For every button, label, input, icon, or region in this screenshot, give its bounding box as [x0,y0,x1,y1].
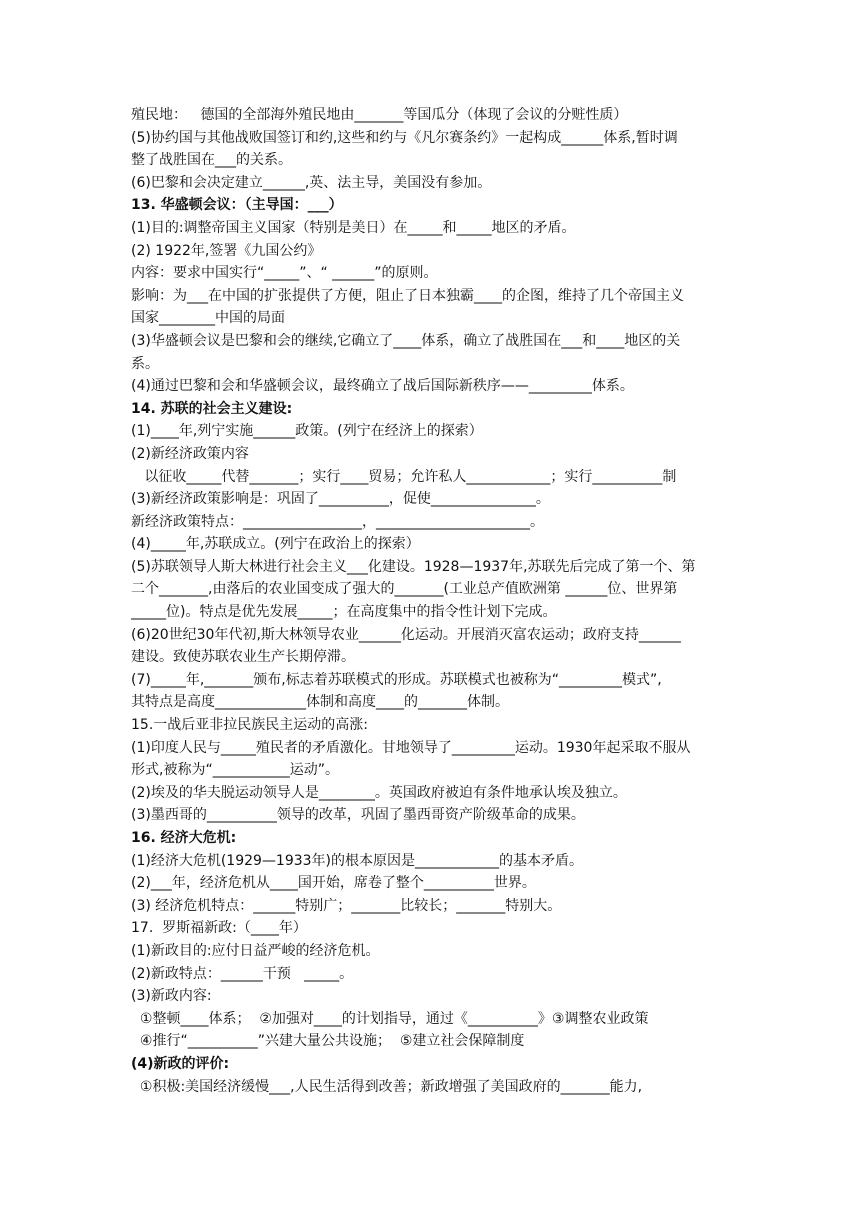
text-line: ④推行“__________”兴建大量公共设施； ⑤建立社会保障制度 [131,1033,525,1050]
text-line: 13. 华盛顿会议：（主导国：___） [131,197,343,214]
text-line: (1)经济大危机(1929—1933年)的根本原因是____________的基本矛盾。 [131,852,584,869]
text-line: (7)_____年,_______颁布,标志着苏联模式的形成。苏联模式也被称为“_________模式”, [131,671,662,688]
text-line: (2)新政特点：______干预 _____。 [131,965,354,982]
text-line: (3)华盛顿会议是巴黎和会的继续,它确立了____体系，确立了战胜国在___和____地区的关 [131,332,681,349]
text-line: (5)苏联领导人斯大林进行社会主义___化建设。1928—1937年,苏联先后完成了第一个、第 [131,558,696,575]
text-line: (1)印度人民与_____殖民者的矛盾激化。甘地领导了_________运动。1930年起采取不服从 [131,739,691,756]
text-line: 二个_______,由落后的农业国变成了强大的_______(工业总产值欧洲第 ______位、世界第 [131,581,678,598]
text-line: 16. 经济大危机: [131,830,237,846]
text-line: 新经济政策特点：_________________，______________________。 [131,513,544,530]
document-body [131,104,736,1098]
text-line: (2)埃及的华夫脱运动领导人是________。英国政府被迫有条件地承认埃及独立。 [131,784,627,801]
text-line: 整了战胜国在___的关系。 [131,152,292,169]
text-line: (6)20世纪30年代初,斯大林领导农业______化运动。开展消灭富农运动；政府支持______ [131,626,681,643]
text-line: 影响：为___在中国的扩张提供了方便，阻止了日本独霸____的企图，维持了几个帝国主义 [131,287,684,304]
text-line: ①积极:美国经济缓慢___,人民生活得到改善；新政增强了美国政府的_______能力, [131,1078,643,1095]
text-line: 15.一战后亚非拉民族民主运动的高涨: [131,717,368,734]
text-line: (3)新经济政策影响是：巩固了__________，促使_______________。 [131,491,550,508]
text-line: (2) 1922年,签署《九国公约》 [131,242,322,259]
text-line: (5)协约国与其他战败国签订和约,这些和约与《凡尔赛条约》一起构成______体系,暂时调 [131,129,678,146]
text-line: ①整顿____体系； ②加强对____的计划指导，通过《__________》③调整农业政策 [131,1010,649,1027]
text-line: 以征收_____代替_______；实行____贸易；允许私人____________；实行__________制 [131,468,677,485]
text-line: (1)新政目的:应付日益严峻的经济危机。 [131,942,380,959]
text-line: (2)___年，经济危机从____国开始，席卷了整个__________世界。 [131,875,536,892]
text-line: (1)目的:调整帝国主义国家（特别是美日）在_____和_____地区的矛盾。 [131,219,576,236]
text-line: (4)通过巴黎和会和华盛顿会议，最终确立了战后国际新秩序——_________体系。 [131,378,634,395]
text-line: 其特点是高度_____________体制和高度____的_______体制。 [131,694,509,711]
text-line: (2)新经济政策内容 [131,445,249,462]
text-line: 17. 罗斯福新政:（____年） [131,920,307,937]
text-line: 建设。致使苏联农业生产长期停滞。 [131,649,355,666]
text-line: _____位)。特点是优先发展_____；在高度集中的指令性计划下完成。 [131,604,557,621]
text-line: (6)巴黎和会决定建立______,英、法主导，美国没有参加。 [131,174,492,191]
text-line: 国家________中国的局面 [131,310,285,327]
text-line: (1)____年,列宁实施______政策。(列宁在经济上的探索） [131,423,483,440]
text-line: 殖民地： 德国的全部海外殖民地由_______等国瓜分（体现了会议的分赃性质） [131,107,628,123]
text-line: (3)新政内容: [131,988,212,1005]
text-line: (4)新政的评价: [131,1055,230,1072]
text-line: (3)墨西哥的__________领导的改革，巩固了墨西哥资产阶级革命的成果。 [131,807,585,824]
text-line: 内容：要求中国实行“_____”、“ ______”的原则。 [131,265,438,282]
text-line: 形式,被称为“___________运动”。 [131,762,339,779]
text-line: 14. 苏联的社会主义建设: [131,400,293,417]
text-line: (4)_____年,苏联成立。(列宁在政治上的探索） [131,536,420,553]
text-line: 系。 [131,355,159,372]
text-line: (3) 经济危机特点：______特别广；_______比较长；_______特别大。 [131,897,562,914]
